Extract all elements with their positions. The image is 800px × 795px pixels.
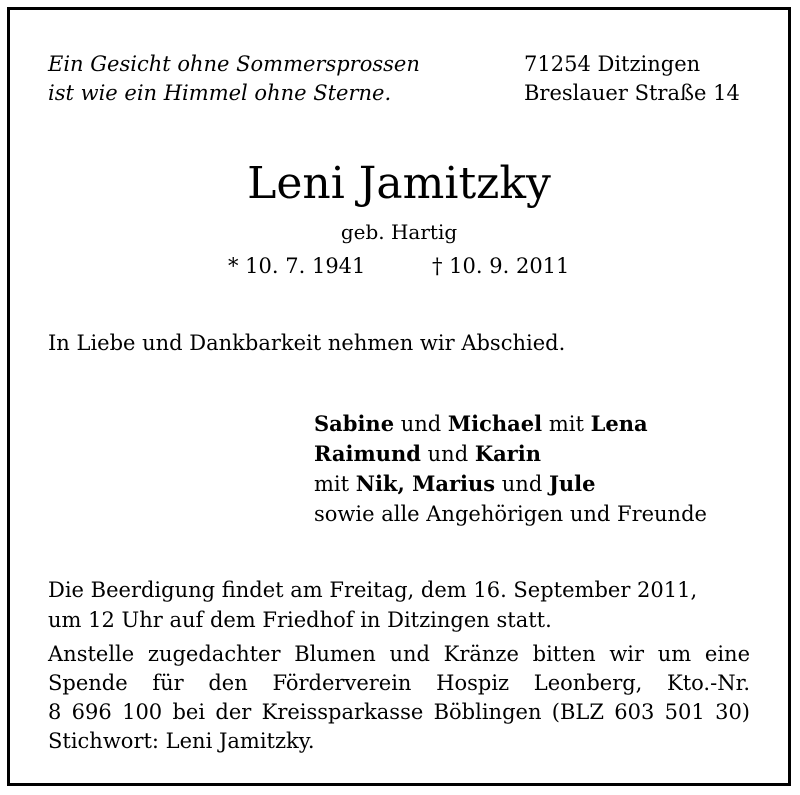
donation-line: Spende für den Förderverein Hospiz Leonberg, Kto.-Nr.: [48, 671, 750, 695]
death-date: † 10. 9. 2011: [432, 254, 570, 278]
donation-info: [48, 640, 750, 756]
birth-name: geb. Hartig: [340, 220, 458, 244]
mourner-name: Lena: [590, 411, 648, 436]
connector-text: und: [394, 412, 448, 436]
quote-line: ist wie ein Himmel ohne Sterne.: [48, 81, 392, 105]
mourner-name: Raimund: [314, 441, 421, 466]
mourners-line: [314, 409, 707, 439]
connector-text: mit: [542, 412, 591, 436]
connector-text: und: [495, 472, 549, 496]
funeral-line: um 12 Uhr auf dem Friedhof in Ditzingen statt.: [48, 608, 552, 632]
birth-date: * 10. 7. 1941: [228, 254, 366, 278]
mourners-line: [314, 469, 707, 499]
quote-line: Ein Gesicht ohne Sommersprossen: [48, 52, 420, 76]
address-city: 71254 Ditzingen: [524, 52, 701, 76]
mourners-line: [314, 439, 707, 469]
family-address: [524, 50, 740, 108]
mourner-name: Nik, Marius: [355, 471, 496, 496]
memorial-quote: [48, 50, 420, 108]
connector-text: mit: [314, 472, 356, 496]
mourner-name: Michael: [447, 411, 543, 436]
deceased-name: Leni Jamitzky: [247, 158, 551, 209]
connector-text: und: [420, 442, 475, 466]
donation-line: Anstelle zugedachter Blumen und Kränze bitten wir um eine: [48, 642, 750, 666]
donation-line: Stichwort: Leni Jamitzky.: [48, 729, 315, 753]
funeral-line: Die Beerdigung findet am Freitag, dem 16. September 2011,: [48, 578, 698, 602]
donation-line: 8 696 100 bei der Kreissparkasse Böblingen (BLZ 603 501 30): [48, 700, 750, 724]
obituary-notice: [7, 7, 791, 786]
mourners-line: sowie alle Angehörigen und Freunde: [314, 502, 707, 526]
mourners-list: [314, 409, 707, 529]
mourner-name: Jule: [548, 471, 596, 496]
mourner-name: Sabine: [314, 411, 395, 436]
funeral-info: [48, 575, 697, 635]
address-street: Breslauer Straße 14: [524, 81, 740, 105]
farewell-text: In Liebe und Dankbarkeit nehmen wir Abschied.: [48, 331, 566, 355]
mourner-name: Karin: [474, 441, 541, 466]
